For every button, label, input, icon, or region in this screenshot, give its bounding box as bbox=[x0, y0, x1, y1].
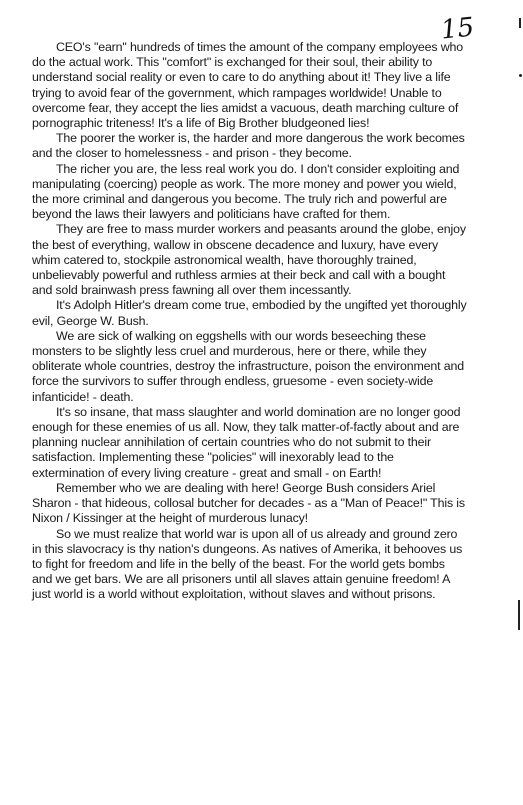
paragraph-5: It's Adolph Hitler's dream come true, embodied by the ungifted yet thoroughly evil, George W. Bush. bbox=[32, 298, 467, 328]
paragraph-4: They are free to mass murder workers and peasants around the globe, enjoy the best of everything, wallow in obscene decadence and luxury, have every whim catered to, stockpile astronomical wealth, have thoroughly trained, unbelievably powerful and ruthless armies at their beck and call with a bought and sold brainwash press fawning all over them incessantly. bbox=[32, 222, 466, 298]
scan-edge-mark bbox=[519, 74, 522, 77]
paragraph-1: CEO's "earn" hundreds of times the amount of the company employees who do the actual work. This "comfort" is exchanged for their soul, their ability to understand social reality or even to care to do anything about it! They live a life trying to avoid fear of the government, which rampages worldwide! Unable to overcome fear, they accept the lies amidst a vacuous, death marching culture of pornographic triteness! It's a life of Big Brother bludgeoned lies! bbox=[32, 40, 464, 131]
scan-edge-mark bbox=[519, 18, 521, 28]
body-text bbox=[32, 40, 468, 603]
paragraph-7: It's so insane, that mass slaughter and world domination are no longer good enough for these enemies of us all. Now, they talk matter-of-factly about and are planning nuclear annihilation of certain countries who do not submit to their satisfaction. Implementing these "policies" will inexorably lead to the extermination of every living creature - great and small - on Earth! bbox=[32, 404, 461, 480]
paragraph-2: The poorer the worker is, the harder and more dangerous the work becomes and the closer to homelessness - and prison - they become. bbox=[32, 131, 465, 161]
paragraph-8: Remember who we are dealing with here! George Bush considers Ariel Sharon - that hideous, collosal butcher for decades - as a "Man of Peace!" This is Nixon / Kissinger at the height of murderous lunacy! bbox=[32, 480, 465, 526]
handwritten-page-number: 15 bbox=[439, 12, 476, 46]
paragraph-6: We are sick of walking on eggshells with our words beseeching these monsters to be slightly less cruel and murderous, here or there, while they obliterate whole countries, destroy the infrastructure, poison the environment and force the survivors to suffer through endless, gruesome - even society-wide infanticide! - death. bbox=[32, 328, 464, 404]
paragraph-3: The richer you are, the less real work you do. I don't consider exploiting and manipulating (coercing) people as work. The more money and power you wield, the more criminal and dangerous you become. The truly rich and powerful are beyond the laws their lawyers and politicians have crafted for them. bbox=[32, 161, 460, 222]
paragraph-9: So we must realize that world war is upon all of us already and ground zero in this slavocracy is thy nation's dungeons. As natives of Amerika, it behooves us to fight for freedom and life in the belly of the beast. For the world gets bombs and we get bars. We are all prisoners until all slaves attain genuine freedom! A just world is a world without exploitation, without slaves and without prisons. bbox=[32, 526, 463, 602]
scan-edge-mark bbox=[518, 600, 520, 630]
